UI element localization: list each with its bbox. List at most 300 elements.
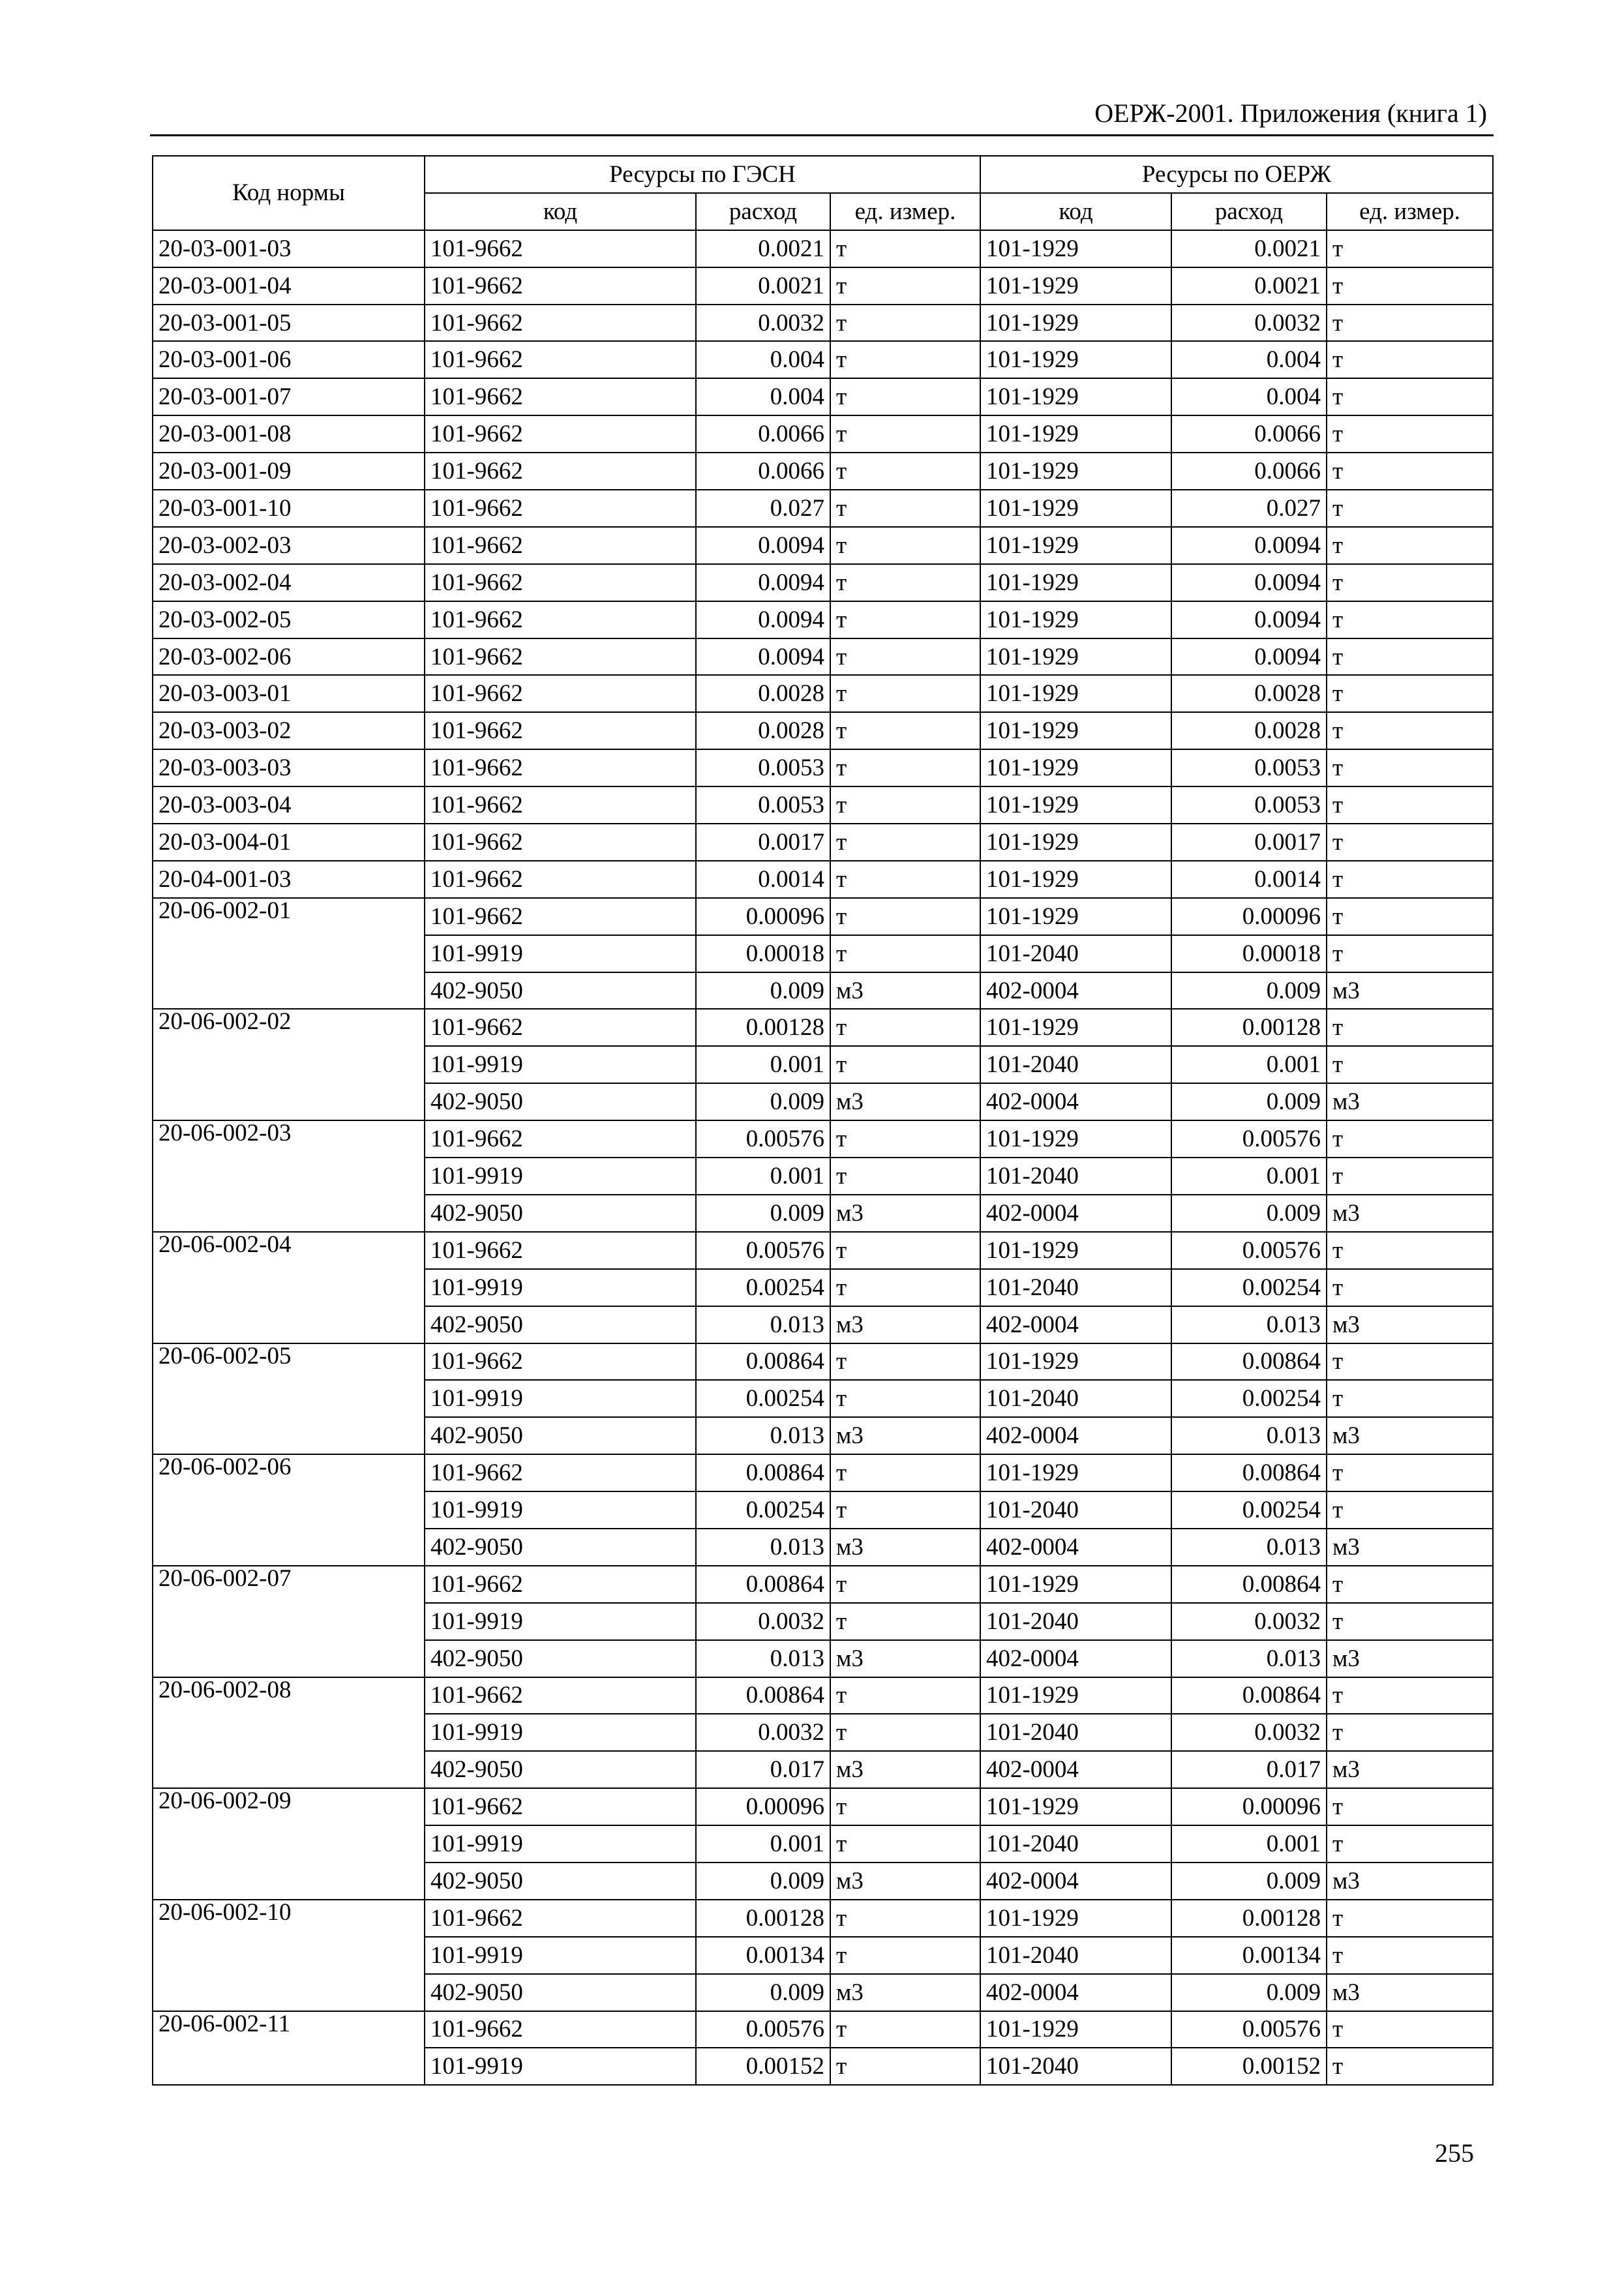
gesn-unit-cell: м3 (830, 1751, 980, 1788)
oerzh-code-cell: 101-2040 (980, 1603, 1171, 1640)
table-row (153, 1566, 1493, 1603)
oerzh-code-cell: 101-2040 (980, 935, 1171, 972)
gesn-amount-cell: 0.009 (696, 1195, 830, 1232)
oerzh-amount-cell: 0.013 (1171, 1306, 1327, 1343)
oerzh-code-cell: 101-1929 (980, 1566, 1171, 1603)
oerzh-code-cell: 402-0004 (980, 1863, 1171, 1900)
oerzh-amount-cell: 0.004 (1171, 341, 1327, 378)
oerzh-amount-cell: 0.009 (1171, 972, 1327, 1010)
oerzh-unit-cell: т (1327, 1380, 1493, 1417)
oerzh-unit-cell: т (1327, 527, 1493, 564)
oerzh-amount-cell: 0.00254 (1171, 1380, 1327, 1417)
norm-code-cell: 20-03-003-02 (153, 712, 425, 749)
oerzh-amount-cell: 0.0017 (1171, 824, 1327, 861)
gesn-amount-cell: 0.00254 (696, 1269, 830, 1306)
oerzh-unit-cell: м3 (1327, 1195, 1493, 1232)
norm-code-cell: 20-06-002-04 (153, 1232, 425, 1343)
gesn-amount-cell: 0.0066 (696, 415, 830, 453)
oerzh-amount-cell: 0.0021 (1171, 230, 1327, 267)
gesn-code-cell: 101-9919 (425, 1825, 696, 1863)
gesn-code-cell: 101-9662 (425, 267, 696, 305)
table-row (153, 1009, 1493, 1046)
norm-code-cell: 20-06-002-01 (153, 898, 425, 1010)
gesn-unit-cell: м3 (830, 972, 980, 1010)
oerzh-amount-cell: 0.001 (1171, 1825, 1327, 1863)
gesn-unit-cell: т (830, 2048, 980, 2085)
oerzh-amount-cell: 0.0021 (1171, 267, 1327, 305)
gesn-code-cell: 101-9662 (425, 1232, 696, 1269)
gesn-code-cell: 101-9662 (425, 712, 696, 749)
oerzh-unit-cell: т (1327, 824, 1493, 861)
gesn-code-cell: 101-9919 (425, 2048, 696, 2085)
gesn-code-cell: 402-9050 (425, 1306, 696, 1343)
oerzh-amount-cell: 0.00254 (1171, 1491, 1327, 1529)
oerzh-code-cell: 101-1929 (980, 638, 1171, 676)
table-body (153, 230, 1493, 2086)
oerzh-unit-cell: т (1327, 935, 1493, 972)
oerzh-amount-cell: 0.00864 (1171, 1343, 1327, 1381)
gesn-unit-cell: т (830, 564, 980, 601)
norm-code-cell: 20-06-002-10 (153, 1900, 425, 2011)
oerzh-amount-cell: 0.00128 (1171, 1900, 1327, 1937)
oerzh-amount-cell: 0.009 (1171, 1195, 1327, 1232)
gesn-amount-cell: 0.0066 (696, 453, 830, 490)
oerzh-unit-cell: т (1327, 1603, 1493, 1640)
header-oerzh-code: код (980, 193, 1171, 230)
gesn-amount-cell: 0.001 (696, 1158, 830, 1195)
oerzh-code-cell: 101-2040 (980, 1269, 1171, 1306)
norm-code-cell: 20-04-001-03 (153, 861, 425, 898)
norm-code-cell: 20-03-003-04 (153, 786, 425, 824)
table-row (153, 1788, 1493, 1825)
gesn-amount-cell: 0.0094 (696, 601, 830, 638)
gesn-unit-cell: т (830, 453, 980, 490)
gesn-unit-cell: т (830, 415, 980, 453)
gesn-unit-cell: т (830, 712, 980, 749)
gesn-unit-cell: т (830, 601, 980, 638)
oerzh-amount-cell: 0.00254 (1171, 1269, 1327, 1306)
gesn-unit-cell: т (830, 1232, 980, 1269)
gesn-unit-cell: м3 (830, 1529, 980, 1566)
gesn-amount-cell: 0.00576 (696, 2011, 830, 2048)
oerzh-code-cell: 402-0004 (980, 1640, 1171, 1677)
gesn-amount-cell: 0.0021 (696, 267, 830, 305)
gesn-amount-cell: 0.00128 (696, 1009, 830, 1046)
oerzh-unit-cell: т (1327, 267, 1493, 305)
gesn-code-cell: 101-9662 (425, 564, 696, 601)
gesn-code-cell: 101-9919 (425, 1046, 696, 1083)
gesn-code-cell: 101-9662 (425, 638, 696, 676)
table-row (153, 1232, 1493, 1269)
gesn-unit-cell: т (830, 935, 980, 972)
oerzh-unit-cell: т (1327, 1566, 1493, 1603)
oerzh-code-cell: 101-1929 (980, 1009, 1171, 1046)
gesn-code-cell: 101-9919 (425, 1937, 696, 1974)
gesn-amount-cell: 0.009 (696, 1083, 830, 1120)
oerzh-amount-cell: 0.0094 (1171, 527, 1327, 564)
oerzh-unit-cell: т (1327, 1158, 1493, 1195)
norm-code-cell: 20-03-002-04 (153, 564, 425, 601)
oerzh-unit-cell: т (1327, 638, 1493, 676)
oerzh-amount-cell: 0.00576 (1171, 2011, 1327, 2048)
table-row (153, 1677, 1493, 1714)
oerzh-code-cell: 101-1929 (980, 415, 1171, 453)
gesn-amount-cell: 0.00864 (696, 1566, 830, 1603)
table-row (153, 786, 1493, 824)
gesn-amount-cell: 0.00254 (696, 1380, 830, 1417)
gesn-amount-cell: 0.00096 (696, 1788, 830, 1825)
oerzh-unit-cell: м3 (1327, 1417, 1493, 1454)
gesn-unit-cell: т (830, 1566, 980, 1603)
oerzh-amount-cell: 0.001 (1171, 1046, 1327, 1083)
oerzh-code-cell: 101-1929 (980, 1232, 1171, 1269)
oerzh-unit-cell: т (1327, 1454, 1493, 1491)
oerzh-amount-cell: 0.00864 (1171, 1677, 1327, 1714)
gesn-unit-cell: т (830, 861, 980, 898)
gesn-code-cell: 101-9662 (425, 824, 696, 861)
gesn-code-cell: 402-9050 (425, 1529, 696, 1566)
oerzh-code-cell: 402-0004 (980, 1529, 1171, 1566)
gesn-unit-cell: т (830, 1269, 980, 1306)
oerzh-unit-cell: т (1327, 564, 1493, 601)
gesn-unit-cell: т (830, 267, 980, 305)
gesn-unit-cell: т (830, 1714, 980, 1751)
gesn-code-cell: 101-9662 (425, 1677, 696, 1714)
header-oerzh-resources: Ресурсы по ОЕРЖ (980, 156, 1493, 193)
gesn-code-cell: 101-9919 (425, 935, 696, 972)
oerzh-unit-cell: т (1327, 861, 1493, 898)
oerzh-unit-cell: т (1327, 1343, 1493, 1381)
gesn-amount-cell: 0.013 (696, 1529, 830, 1566)
gesn-code-cell: 101-9662 (425, 861, 696, 898)
norm-code-cell: 20-03-001-08 (153, 415, 425, 453)
oerzh-code-cell: 101-1929 (980, 564, 1171, 601)
oerzh-code-cell: 101-1929 (980, 712, 1171, 749)
gesn-unit-cell: т (830, 490, 980, 527)
table-row (153, 453, 1493, 490)
oerzh-unit-cell: т (1327, 712, 1493, 749)
header-gesn-amount: расход (696, 193, 830, 230)
oerzh-amount-cell: 0.00152 (1171, 2048, 1327, 2085)
table-row (153, 861, 1493, 898)
oerzh-code-cell: 402-0004 (980, 1974, 1171, 2011)
norm-code-cell: 20-06-002-11 (153, 2011, 425, 2086)
table-row (153, 1120, 1493, 1158)
norm-code-cell: 20-03-001-05 (153, 305, 425, 342)
oerzh-unit-cell: т (1327, 1046, 1493, 1083)
gesn-code-cell: 101-9662 (425, 1454, 696, 1491)
header-oerzh-amount: расход (1171, 193, 1327, 230)
oerzh-unit-cell: м3 (1327, 1083, 1493, 1120)
gesn-code-cell: 101-9919 (425, 1269, 696, 1306)
gesn-amount-cell: 0.0094 (696, 638, 830, 676)
running-header (150, 98, 1494, 136)
oerzh-code-cell: 101-1929 (980, 1900, 1171, 1937)
oerzh-code-cell: 101-1929 (980, 786, 1171, 824)
oerzh-amount-cell: 0.009 (1171, 1863, 1327, 1900)
gesn-amount-cell: 0.0021 (696, 230, 830, 267)
gesn-code-cell: 101-9662 (425, 675, 696, 712)
table-row (153, 378, 1493, 415)
oerzh-unit-cell: т (1327, 453, 1493, 490)
oerzh-unit-cell: т (1327, 1900, 1493, 1937)
oerzh-amount-cell: 0.00128 (1171, 1009, 1327, 1046)
oerzh-unit-cell: м3 (1327, 1640, 1493, 1677)
oerzh-code-cell: 101-1929 (980, 898, 1171, 935)
oerzh-code-cell: 101-1929 (980, 601, 1171, 638)
table-row (153, 490, 1493, 527)
gesn-amount-cell: 0.00018 (696, 935, 830, 972)
oerzh-amount-cell: 0.004 (1171, 378, 1327, 415)
gesn-code-cell: 101-9662 (425, 230, 696, 267)
gesn-unit-cell: т (830, 1009, 980, 1046)
oerzh-unit-cell: т (1327, 749, 1493, 786)
oerzh-code-cell: 101-1929 (980, 527, 1171, 564)
oerzh-code-cell: 101-1929 (980, 861, 1171, 898)
norm-code-cell: 20-06-002-07 (153, 1566, 425, 1677)
gesn-code-cell: 402-9050 (425, 1863, 696, 1900)
gesn-code-cell: 101-9662 (425, 601, 696, 638)
gesn-amount-cell: 0.001 (696, 1825, 830, 1863)
gesn-amount-cell: 0.0053 (696, 786, 830, 824)
oerzh-amount-cell: 0.013 (1171, 1529, 1327, 1566)
oerzh-code-cell: 101-1929 (980, 824, 1171, 861)
table-row (153, 415, 1493, 453)
norm-code-cell: 20-03-002-06 (153, 638, 425, 676)
gesn-amount-cell: 0.0094 (696, 564, 830, 601)
gesn-amount-cell: 0.00576 (696, 1120, 830, 1158)
oerzh-unit-cell: т (1327, 1937, 1493, 1974)
header-oerzh-unit: ед. измер. (1327, 193, 1493, 230)
oerzh-code-cell: 101-1929 (980, 1677, 1171, 1714)
oerzh-code-cell: 101-2040 (980, 1158, 1171, 1195)
header-gesn-unit: ед. измер. (830, 193, 980, 230)
gesn-amount-cell: 0.009 (696, 972, 830, 1010)
gesn-amount-cell: 0.00576 (696, 1232, 830, 1269)
oerzh-amount-cell: 0.0053 (1171, 786, 1327, 824)
norm-code-cell: 20-03-001-06 (153, 341, 425, 378)
gesn-code-cell: 402-9050 (425, 1974, 696, 2011)
oerzh-amount-cell: 0.0028 (1171, 712, 1327, 749)
norm-code-cell: 20-03-002-05 (153, 601, 425, 638)
gesn-unit-cell: т (830, 341, 980, 378)
gesn-code-cell: 101-9662 (425, 1566, 696, 1603)
oerzh-amount-cell: 0.009 (1171, 1974, 1327, 2011)
header-norm-code: Код нормы (153, 156, 425, 230)
table-row (153, 1454, 1493, 1491)
gesn-code-cell: 402-9050 (425, 1751, 696, 1788)
oerzh-unit-cell: т (1327, 230, 1493, 267)
oerzh-code-cell: 101-2040 (980, 1491, 1171, 1529)
oerzh-amount-cell: 0.009 (1171, 1083, 1327, 1120)
oerzh-code-cell: 402-0004 (980, 1306, 1171, 1343)
oerzh-code-cell: 101-1929 (980, 453, 1171, 490)
oerzh-amount-cell: 0.0094 (1171, 564, 1327, 601)
table-row (153, 230, 1493, 267)
gesn-amount-cell: 0.013 (696, 1417, 830, 1454)
gesn-code-cell: 101-9662 (425, 341, 696, 378)
oerzh-amount-cell: 0.0014 (1171, 861, 1327, 898)
gesn-code-cell: 101-9662 (425, 1343, 696, 1381)
oerzh-unit-cell: т (1327, 490, 1493, 527)
gesn-code-cell: 402-9050 (425, 972, 696, 1010)
gesn-code-cell: 101-9662 (425, 490, 696, 527)
gesn-code-cell: 101-9662 (425, 749, 696, 786)
gesn-code-cell: 101-9662 (425, 1009, 696, 1046)
table-row (153, 898, 1493, 935)
gesn-unit-cell: м3 (830, 1195, 980, 1232)
gesn-code-cell: 402-9050 (425, 1083, 696, 1120)
oerzh-code-cell: 101-1929 (980, 675, 1171, 712)
gesn-unit-cell: т (830, 1158, 980, 1195)
oerzh-code-cell: 402-0004 (980, 1195, 1171, 1232)
gesn-unit-cell: т (830, 1937, 980, 1974)
gesn-unit-cell: т (830, 1046, 980, 1083)
gesn-code-cell: 101-9662 (425, 527, 696, 564)
norm-code-cell: 20-03-001-04 (153, 267, 425, 305)
oerzh-code-cell: 101-1929 (980, 490, 1171, 527)
gesn-amount-cell: 0.0032 (696, 1714, 830, 1751)
oerzh-code-cell: 402-0004 (980, 1417, 1171, 1454)
oerzh-amount-cell: 0.013 (1171, 1640, 1327, 1677)
table-row (153, 527, 1493, 564)
oerzh-code-cell: 101-1929 (980, 1120, 1171, 1158)
norm-code-cell: 20-03-001-09 (153, 453, 425, 490)
norm-code-cell: 20-06-002-02 (153, 1009, 425, 1120)
gesn-code-cell: 101-9662 (425, 1900, 696, 1937)
header-title: ОЕРЖ-2001. Приложения (книга 1) (1094, 98, 1487, 128)
gesn-unit-cell: м3 (830, 1083, 980, 1120)
gesn-amount-cell: 0.00152 (696, 2048, 830, 2085)
oerzh-unit-cell: т (1327, 415, 1493, 453)
gesn-code-cell: 402-9050 (425, 1417, 696, 1454)
gesn-amount-cell: 0.0028 (696, 675, 830, 712)
norm-code-cell: 20-06-002-05 (153, 1343, 425, 1455)
oerzh-code-cell: 101-1929 (980, 305, 1171, 342)
oerzh-amount-cell: 0.00864 (1171, 1566, 1327, 1603)
norm-code-cell: 20-03-001-10 (153, 490, 425, 527)
gesn-unit-cell: т (830, 1343, 980, 1381)
oerzh-code-cell: 101-2040 (980, 1825, 1171, 1863)
gesn-code-cell: 101-9919 (425, 1380, 696, 1417)
gesn-unit-cell: м3 (830, 1863, 980, 1900)
gesn-code-cell: 101-9919 (425, 1603, 696, 1640)
oerzh-amount-cell: 0.00096 (1171, 898, 1327, 935)
oerzh-unit-cell: м3 (1327, 1863, 1493, 1900)
oerzh-code-cell: 402-0004 (980, 972, 1171, 1010)
gesn-amount-cell: 0.004 (696, 378, 830, 415)
norm-code-cell: 20-06-002-03 (153, 1120, 425, 1232)
table-row (153, 564, 1493, 601)
oerzh-unit-cell: т (1327, 898, 1493, 935)
norm-code-cell: 20-06-002-09 (153, 1788, 425, 1900)
oerzh-amount-cell: 0.00018 (1171, 935, 1327, 972)
oerzh-code-cell: 101-1929 (980, 1343, 1171, 1381)
gesn-amount-cell: 0.0094 (696, 527, 830, 564)
oerzh-amount-cell: 0.0053 (1171, 749, 1327, 786)
oerzh-code-cell: 101-2040 (980, 1937, 1171, 1974)
gesn-unit-cell: т (830, 786, 980, 824)
gesn-amount-cell: 0.0014 (696, 861, 830, 898)
table-row (153, 749, 1493, 786)
oerzh-unit-cell: т (1327, 1269, 1493, 1306)
table-row (153, 638, 1493, 676)
oerzh-code-cell: 402-0004 (980, 1083, 1171, 1120)
gesn-amount-cell: 0.00864 (696, 1454, 830, 1491)
table-row (153, 601, 1493, 638)
oerzh-code-cell: 402-0004 (980, 1751, 1171, 1788)
gesn-unit-cell: т (830, 675, 980, 712)
table-row (153, 2011, 1493, 2048)
gesn-unit-cell: т (830, 378, 980, 415)
gesn-unit-cell: м3 (830, 1306, 980, 1343)
gesn-amount-cell: 0.013 (696, 1640, 830, 1677)
oerzh-code-cell: 101-1929 (980, 378, 1171, 415)
gesn-unit-cell: м3 (830, 1640, 980, 1677)
oerzh-unit-cell: т (1327, 341, 1493, 378)
norm-code-cell: 20-03-003-01 (153, 675, 425, 712)
gesn-amount-cell: 0.0032 (696, 1603, 830, 1640)
oerzh-amount-cell: 0.0066 (1171, 415, 1327, 453)
oerzh-unit-cell: м3 (1327, 1306, 1493, 1343)
gesn-amount-cell: 0.027 (696, 490, 830, 527)
gesn-code-cell: 101-9662 (425, 1788, 696, 1825)
oerzh-unit-cell: т (1327, 786, 1493, 824)
norm-code-cell: 20-03-002-03 (153, 527, 425, 564)
gesn-amount-cell: 0.013 (696, 1306, 830, 1343)
gesn-amount-cell: 0.009 (696, 1863, 830, 1900)
oerzh-amount-cell: 0.0094 (1171, 638, 1327, 676)
gesn-amount-cell: 0.00254 (696, 1491, 830, 1529)
oerzh-unit-cell: м3 (1327, 1974, 1493, 2011)
gesn-unit-cell: т (830, 1825, 980, 1863)
gesn-code-cell: 101-9662 (425, 378, 696, 415)
oerzh-amount-cell: 0.0066 (1171, 453, 1327, 490)
oerzh-amount-cell: 0.00096 (1171, 1788, 1327, 1825)
oerzh-unit-cell: т (1327, 2011, 1493, 2048)
gesn-code-cell: 101-9662 (425, 898, 696, 935)
oerzh-code-cell: 101-2040 (980, 1046, 1171, 1083)
gesn-amount-cell: 0.00096 (696, 898, 830, 935)
oerzh-unit-cell: т (1327, 305, 1493, 342)
oerzh-code-cell: 101-1929 (980, 1454, 1171, 1491)
gesn-unit-cell: т (830, 1491, 980, 1529)
table-row (153, 267, 1493, 305)
gesn-code-cell: 101-9662 (425, 2011, 696, 2048)
gesn-code-cell: 101-9662 (425, 415, 696, 453)
gesn-amount-cell: 0.0028 (696, 712, 830, 749)
gesn-code-cell: 101-9919 (425, 1714, 696, 1751)
gesn-unit-cell: т (830, 527, 980, 564)
gesn-unit-cell: т (830, 305, 980, 342)
oerzh-code-cell: 101-2040 (980, 2048, 1171, 2085)
oerzh-amount-cell: 0.001 (1171, 1158, 1327, 1195)
oerzh-unit-cell: м3 (1327, 1751, 1493, 1788)
oerzh-amount-cell: 0.00576 (1171, 1232, 1327, 1269)
gesn-unit-cell: т (830, 1120, 980, 1158)
oerzh-code-cell: 101-1929 (980, 1788, 1171, 1825)
norm-code-cell: 20-06-002-08 (153, 1677, 425, 1789)
oerzh-unit-cell: т (1327, 378, 1493, 415)
oerzh-unit-cell: т (1327, 2048, 1493, 2085)
gesn-unit-cell: м3 (830, 1417, 980, 1454)
norm-code-cell: 20-03-004-01 (153, 824, 425, 861)
oerzh-amount-cell: 0.0032 (1171, 1603, 1327, 1640)
gesn-unit-cell: т (830, 1380, 980, 1417)
gesn-code-cell: 402-9050 (425, 1195, 696, 1232)
header-gesn-code: код (425, 193, 696, 230)
gesn-amount-cell: 0.004 (696, 341, 830, 378)
